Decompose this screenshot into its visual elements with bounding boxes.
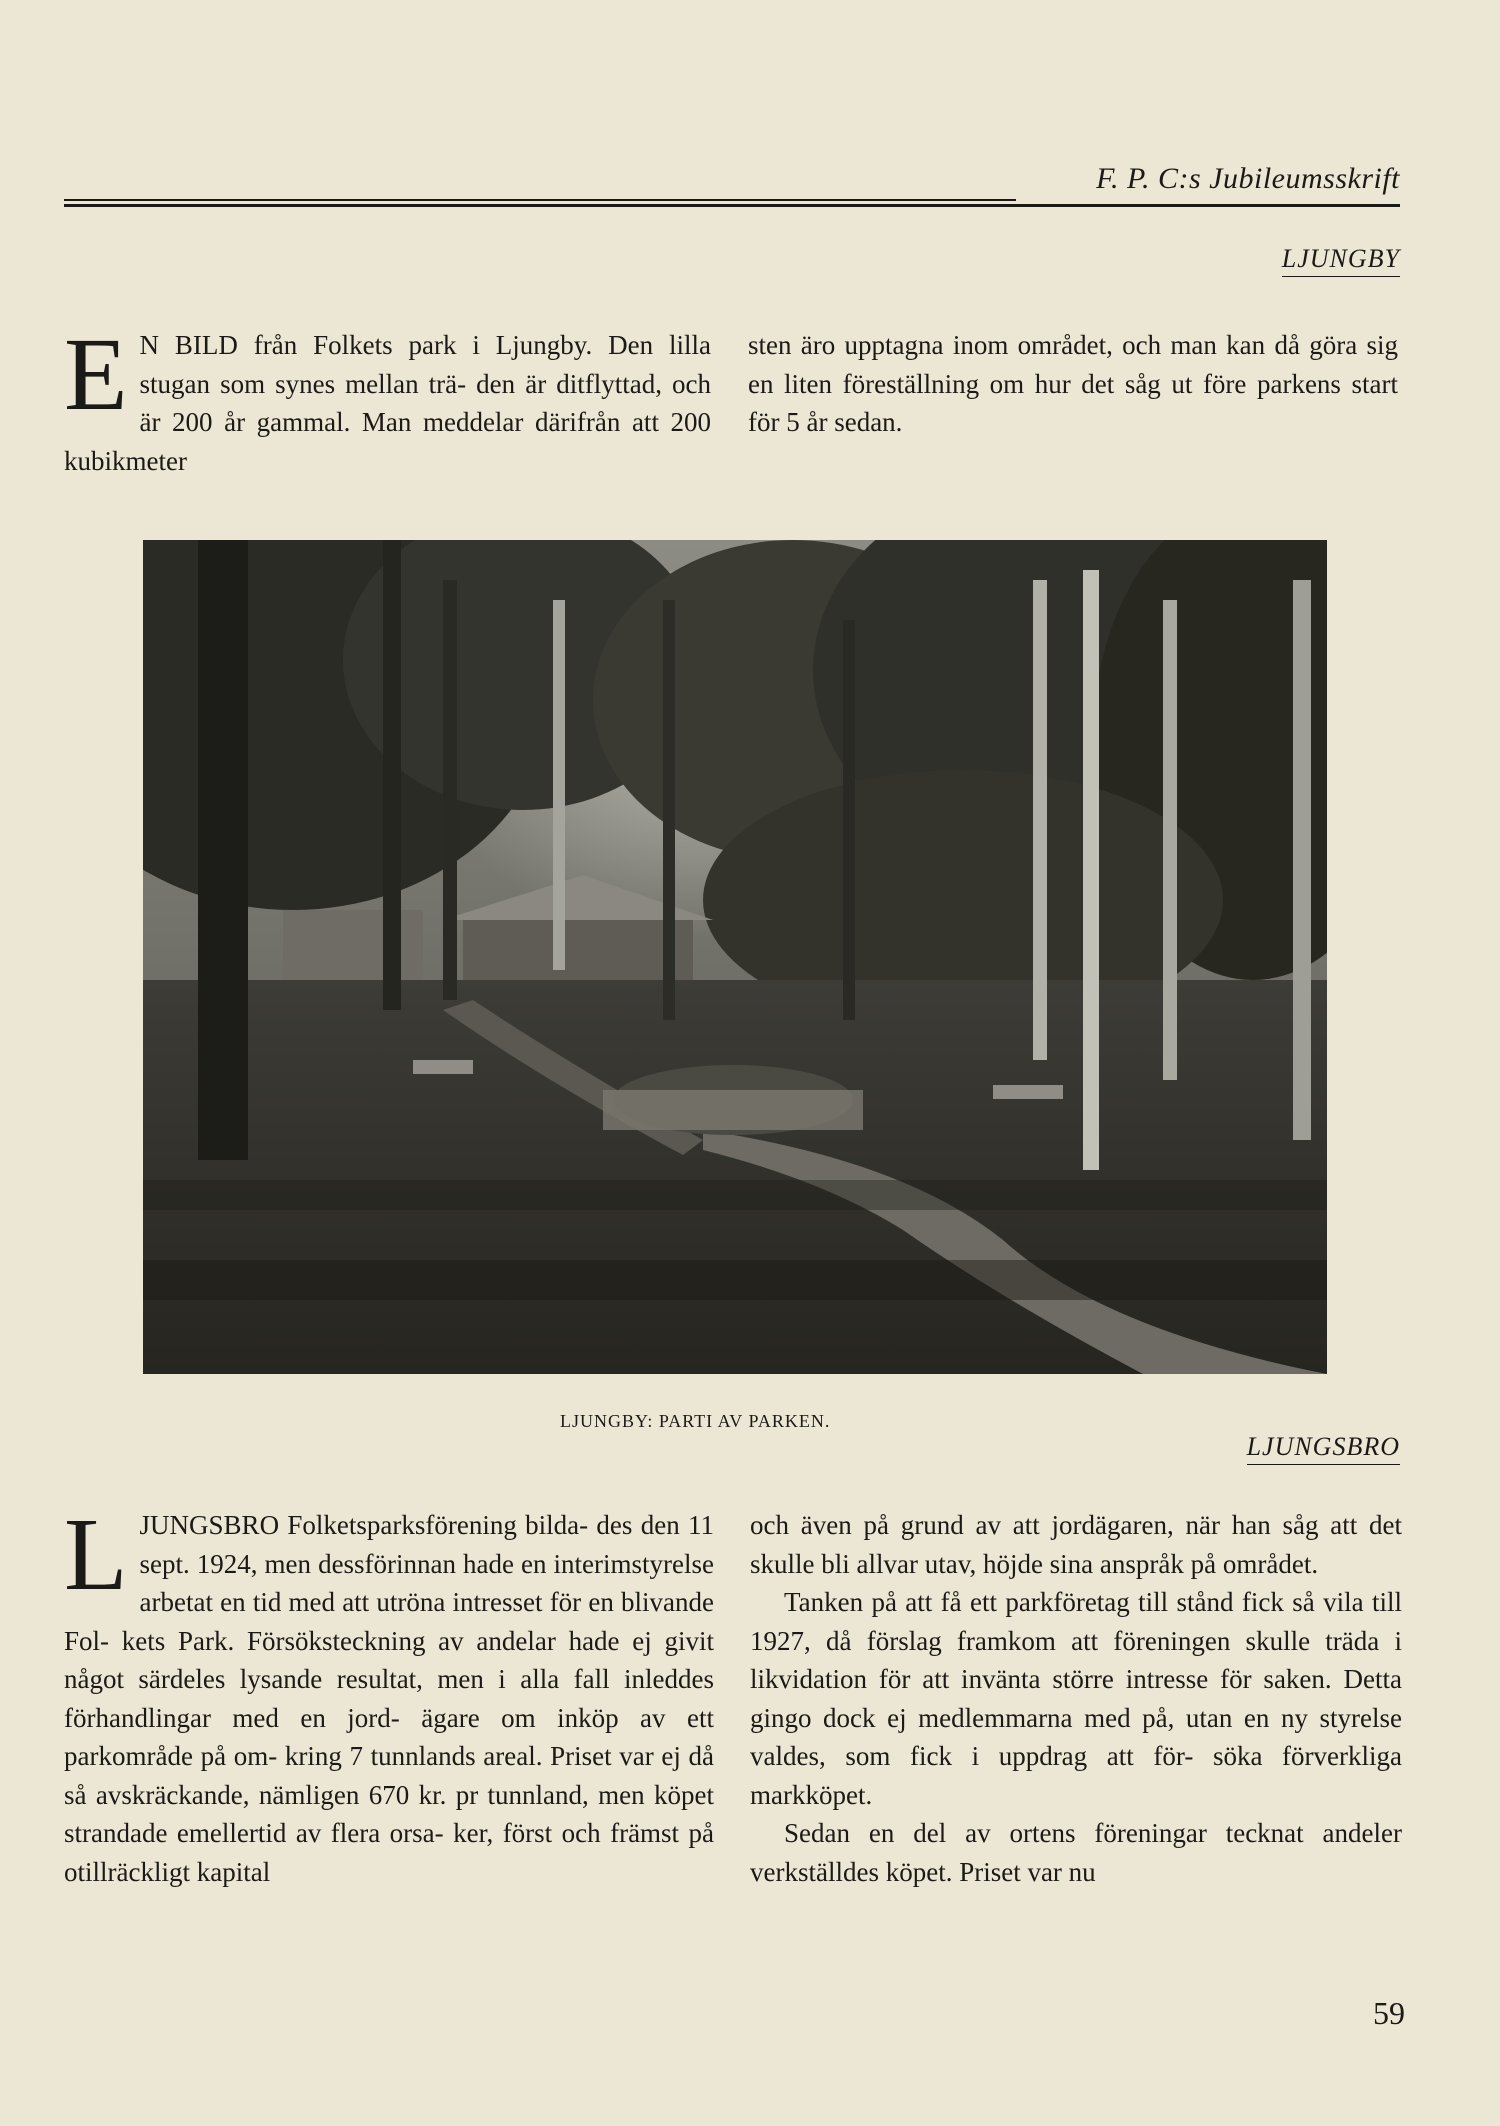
header-rule-thick [64, 204, 1400, 207]
ljungby-column-right [748, 326, 1398, 442]
ljungsbro-paragraph-2: och även på grund av att jordägaren, när han såg att det skulle bli allvar utav, höjde sina anspråk på området. [750, 1510, 1402, 1579]
ljungby-column-left [64, 317, 711, 480]
ljungsbro-column-left [64, 1497, 714, 1891]
photo-caption: LJUNGBY: PARTI AV PARKEN. [560, 1411, 831, 1431]
page-number: 59 [1373, 1995, 1405, 2031]
park-photograph [143, 540, 1327, 1374]
ljungsbro-paragraph-1: JUNGSBRO Folketsparksförening bilda- des den 11 sept. 1924, men dessförinnan hade en interimstyrelse arbetat en tid med att utröna intresset för en blivande Fol- kets Park. Försöksteckning av andelar hade ej givit något särdeles lysande resultat, men i alla fall inleddes förhandlingar med en jord- ägare om inköp av ett parkområde på om- kring 7 tunnlands areal. Priset var ej då så avskräckande, nämligen 670 kr. pr tunnland, men köpet strandade emellertid av flera orsa- ker, först och främst på otillräckligt kapital [64, 1510, 714, 1887]
dropcap-l: L [64, 1497, 128, 1612]
dropcap-e: E [64, 317, 128, 432]
ljungsbro-column-right [750, 1506, 1402, 1891]
section-heading-ljungby: LJUNGBY [1282, 244, 1400, 277]
section-heading-ljungsbro: LJUNGSBRO [1247, 1432, 1400, 1465]
ljungby-paragraph-1: N BILD från Folkets park i Ljungby. Den lilla stugan som synes mellan trä- den är ditflyttad, och är 200 år gammal. Man meddelar därifrån att 200 kubikmeter [64, 330, 711, 476]
running-header [64, 162, 1400, 202]
running-header-title: F. P. C:s Jubileumsskrift [1096, 162, 1400, 195]
ljungsbro-paragraph-3: Tanken på att få ett parkföretag till stånd fick så vila till 1927, då förslag framkom att föreningen skulle träda i likvidation för att invänta större intresse för saken. Detta gingo dock ej medlemmarna med på, utan en ny styrelse valdes, som fick i uppdrag att för- söka förverkliga markköpet. [750, 1587, 1402, 1810]
ljungby-paragraph-2: sten äro upptagna inom området, och man kan då göra sig en liten föreställning om hur det såg ut före parkens start för 5 år sedan. [748, 330, 1398, 437]
ljungsbro-paragraph-4: Sedan en del av ortens föreningar tecknat andeler verkställdes köpet. Priset var nu [750, 1818, 1402, 1887]
header-rule-thin [64, 199, 1016, 201]
